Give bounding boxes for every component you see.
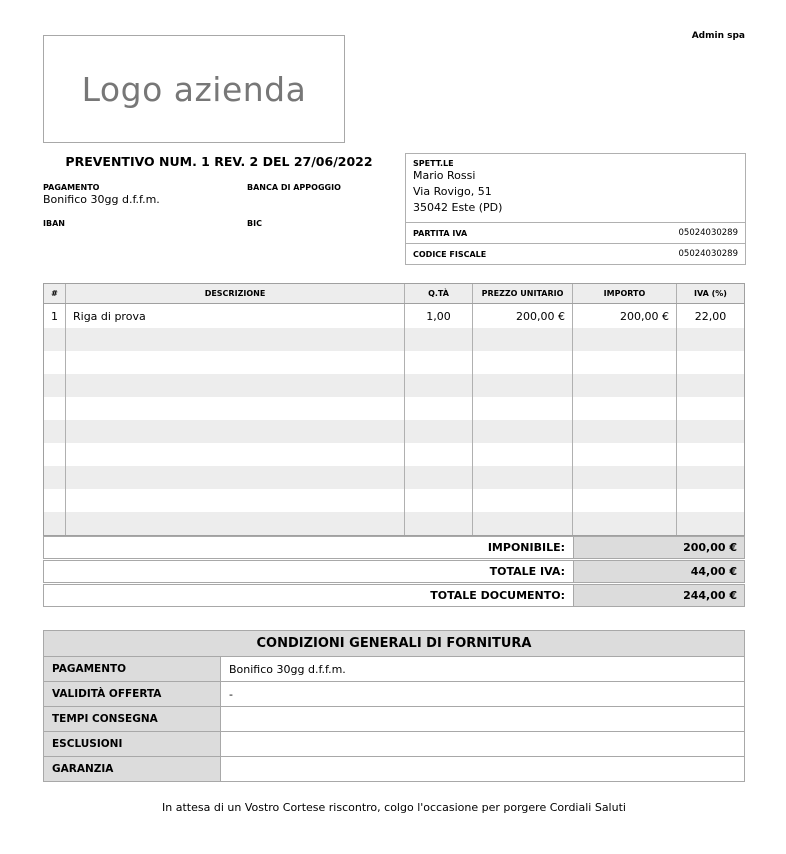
logo-placeholder-text: Logo azienda xyxy=(81,69,307,109)
document-header-block xyxy=(43,154,395,243)
empty-item-row xyxy=(44,443,744,466)
empty-cell xyxy=(473,489,573,512)
empty-item-row xyxy=(44,420,744,443)
empty-cell xyxy=(44,512,66,535)
condition-label: TEMPI CONSEGNA xyxy=(43,706,221,732)
total-label: IMPONIBILE: xyxy=(487,541,565,554)
company-name: Admin spa xyxy=(691,31,745,41)
customer-name: Mario Rossi xyxy=(413,169,476,182)
empty-cell xyxy=(473,466,573,489)
field-value: Bonifico 30gg d.f.f.m. xyxy=(43,193,160,206)
empty-cell xyxy=(44,420,66,443)
items-table xyxy=(43,283,745,536)
empty-cell xyxy=(66,328,405,351)
item-num: 1 xyxy=(44,304,66,328)
field-value xyxy=(247,193,395,207)
field-value xyxy=(43,229,247,243)
empty-cell xyxy=(573,443,677,466)
empty-item-row xyxy=(44,466,744,489)
empty-cell xyxy=(405,489,473,512)
empty-cell xyxy=(44,489,66,512)
field-label: PAGAMENTO xyxy=(43,183,100,192)
empty-cell xyxy=(66,489,405,512)
empty-cell xyxy=(677,466,744,489)
empty-cell xyxy=(405,512,473,535)
empty-cell xyxy=(66,512,405,535)
empty-item-row xyxy=(44,397,744,420)
items-table-body xyxy=(44,304,744,328)
customer-address-line1: Via Rovigo, 51 xyxy=(413,185,492,198)
empty-cell xyxy=(677,512,744,535)
customer-address-block xyxy=(406,154,745,222)
empty-cell xyxy=(66,466,405,489)
condition-row xyxy=(43,706,745,732)
header-field-bic xyxy=(247,219,395,243)
empty-cell xyxy=(473,351,573,374)
document-body xyxy=(43,283,745,814)
item-description: Riga di prova xyxy=(66,304,405,328)
empty-cell xyxy=(573,466,677,489)
empty-cell xyxy=(677,351,744,374)
customer-tax-label: PARTITA IVA xyxy=(413,228,468,238)
condition-value xyxy=(221,731,745,757)
empty-cell xyxy=(573,351,677,374)
column-header: # xyxy=(44,284,66,303)
column-header: IVA (%) xyxy=(694,289,727,298)
field-label: IBAN xyxy=(43,219,65,228)
customer-salutation-label: SPETT.LE xyxy=(413,159,454,168)
condition-row xyxy=(43,756,745,782)
empty-cell xyxy=(677,489,744,512)
empty-cell xyxy=(44,328,66,351)
empty-item-row xyxy=(44,512,744,535)
condition-value: - xyxy=(221,681,745,707)
totals-section xyxy=(43,536,745,607)
customer-address-line2: 35042 Este (PD) xyxy=(413,201,503,214)
header-field-iban xyxy=(43,219,247,243)
empty-cell xyxy=(473,328,573,351)
empty-item-row xyxy=(44,351,744,374)
empty-cell xyxy=(405,397,473,420)
empty-cell xyxy=(44,466,66,489)
total-value: 44,00 € xyxy=(573,561,744,582)
customer-box xyxy=(405,153,746,265)
empty-cell xyxy=(44,351,66,374)
condition-value: Bonifico 30gg d.f.f.m. xyxy=(221,656,745,682)
total-row xyxy=(43,560,745,583)
condition-row xyxy=(43,731,745,757)
condition-row xyxy=(43,681,745,707)
items-table-empty-rows xyxy=(44,328,744,535)
empty-cell xyxy=(573,328,677,351)
empty-cell xyxy=(573,397,677,420)
field-label: BIC xyxy=(247,219,262,228)
empty-cell xyxy=(677,397,744,420)
payment-fields-grid xyxy=(43,183,395,243)
condition-label: ESCLUSIONI xyxy=(43,731,221,757)
empty-cell xyxy=(677,328,744,351)
empty-cell xyxy=(44,397,66,420)
empty-cell xyxy=(473,420,573,443)
condition-value xyxy=(221,706,745,732)
document-title: PREVENTIVO NUM. 1 REV. 2 DEL 27/06/2022 xyxy=(65,154,373,169)
item-row xyxy=(44,304,744,328)
condition-label: PAGAMENTO xyxy=(43,656,221,682)
empty-cell xyxy=(66,351,405,374)
empty-cell xyxy=(573,512,677,535)
items-table-header-row xyxy=(44,284,744,304)
empty-cell xyxy=(573,489,677,512)
empty-cell xyxy=(405,328,473,351)
item-qty: 1,00 xyxy=(405,304,473,328)
conditions-title: CONDIZIONI GENERALI DI FORNITURA xyxy=(43,630,745,657)
header-field-banca-di-appoggio xyxy=(247,183,395,207)
item-amount: 200,00 € xyxy=(573,304,677,328)
item-vat: 22,00 xyxy=(694,309,727,323)
condition-row xyxy=(43,656,745,682)
column-header: IMPORTO xyxy=(573,284,677,303)
company-logo xyxy=(43,35,345,143)
empty-cell xyxy=(573,374,677,397)
total-row xyxy=(43,584,745,607)
total-label: TOTALE DOCUMENTO: xyxy=(430,589,565,602)
empty-cell xyxy=(405,374,473,397)
empty-cell xyxy=(677,374,744,397)
empty-cell xyxy=(44,374,66,397)
total-value: 244,00 € xyxy=(573,585,744,606)
empty-cell xyxy=(405,351,473,374)
empty-item-row xyxy=(44,328,744,351)
customer-tax-value: 05024030289 xyxy=(678,249,738,259)
customer-tax-label: CODICE FISCALE xyxy=(413,249,487,259)
empty-cell xyxy=(66,397,405,420)
empty-cell xyxy=(44,443,66,466)
empty-item-row xyxy=(44,374,744,397)
empty-cell xyxy=(405,466,473,489)
total-value: 200,00 € xyxy=(573,537,744,558)
empty-cell xyxy=(66,443,405,466)
empty-item-row xyxy=(44,489,744,512)
empty-cell xyxy=(405,420,473,443)
customer-tax-value: 05024030289 xyxy=(678,228,738,238)
condition-value xyxy=(221,756,745,782)
empty-cell xyxy=(473,443,573,466)
customer-tax-row xyxy=(406,222,745,243)
field-value xyxy=(247,229,395,243)
condition-label: VALIDITÀ OFFERTA xyxy=(43,681,221,707)
empty-cell xyxy=(573,420,677,443)
condition-label: GARANZIA xyxy=(43,756,221,782)
customer-tax-row xyxy=(406,243,745,264)
empty-cell xyxy=(66,374,405,397)
conditions-rows xyxy=(43,656,745,782)
conditions-section xyxy=(43,630,745,782)
header-field-pagamento xyxy=(43,183,247,207)
empty-cell xyxy=(66,420,405,443)
item-unit-price: 200,00 € xyxy=(473,304,573,328)
total-row xyxy=(43,536,745,559)
empty-cell xyxy=(405,443,473,466)
total-label: TOTALE IVA: xyxy=(489,565,565,578)
empty-cell xyxy=(473,374,573,397)
field-label: BANCA DI APPOGGIO xyxy=(247,183,341,192)
empty-cell xyxy=(677,420,744,443)
closing-note: In attesa di un Vostro Cortese riscontro, colgo l'occasione per porgere Cordiali Saluti xyxy=(162,801,626,814)
customer-tax-rows xyxy=(406,222,745,264)
column-header: PREZZO UNITARIO xyxy=(473,284,573,303)
column-header: Q.TÀ xyxy=(405,284,473,303)
empty-cell xyxy=(473,397,573,420)
empty-cell xyxy=(473,512,573,535)
column-header: DESCRIZIONE xyxy=(66,284,405,303)
empty-cell xyxy=(677,443,744,466)
